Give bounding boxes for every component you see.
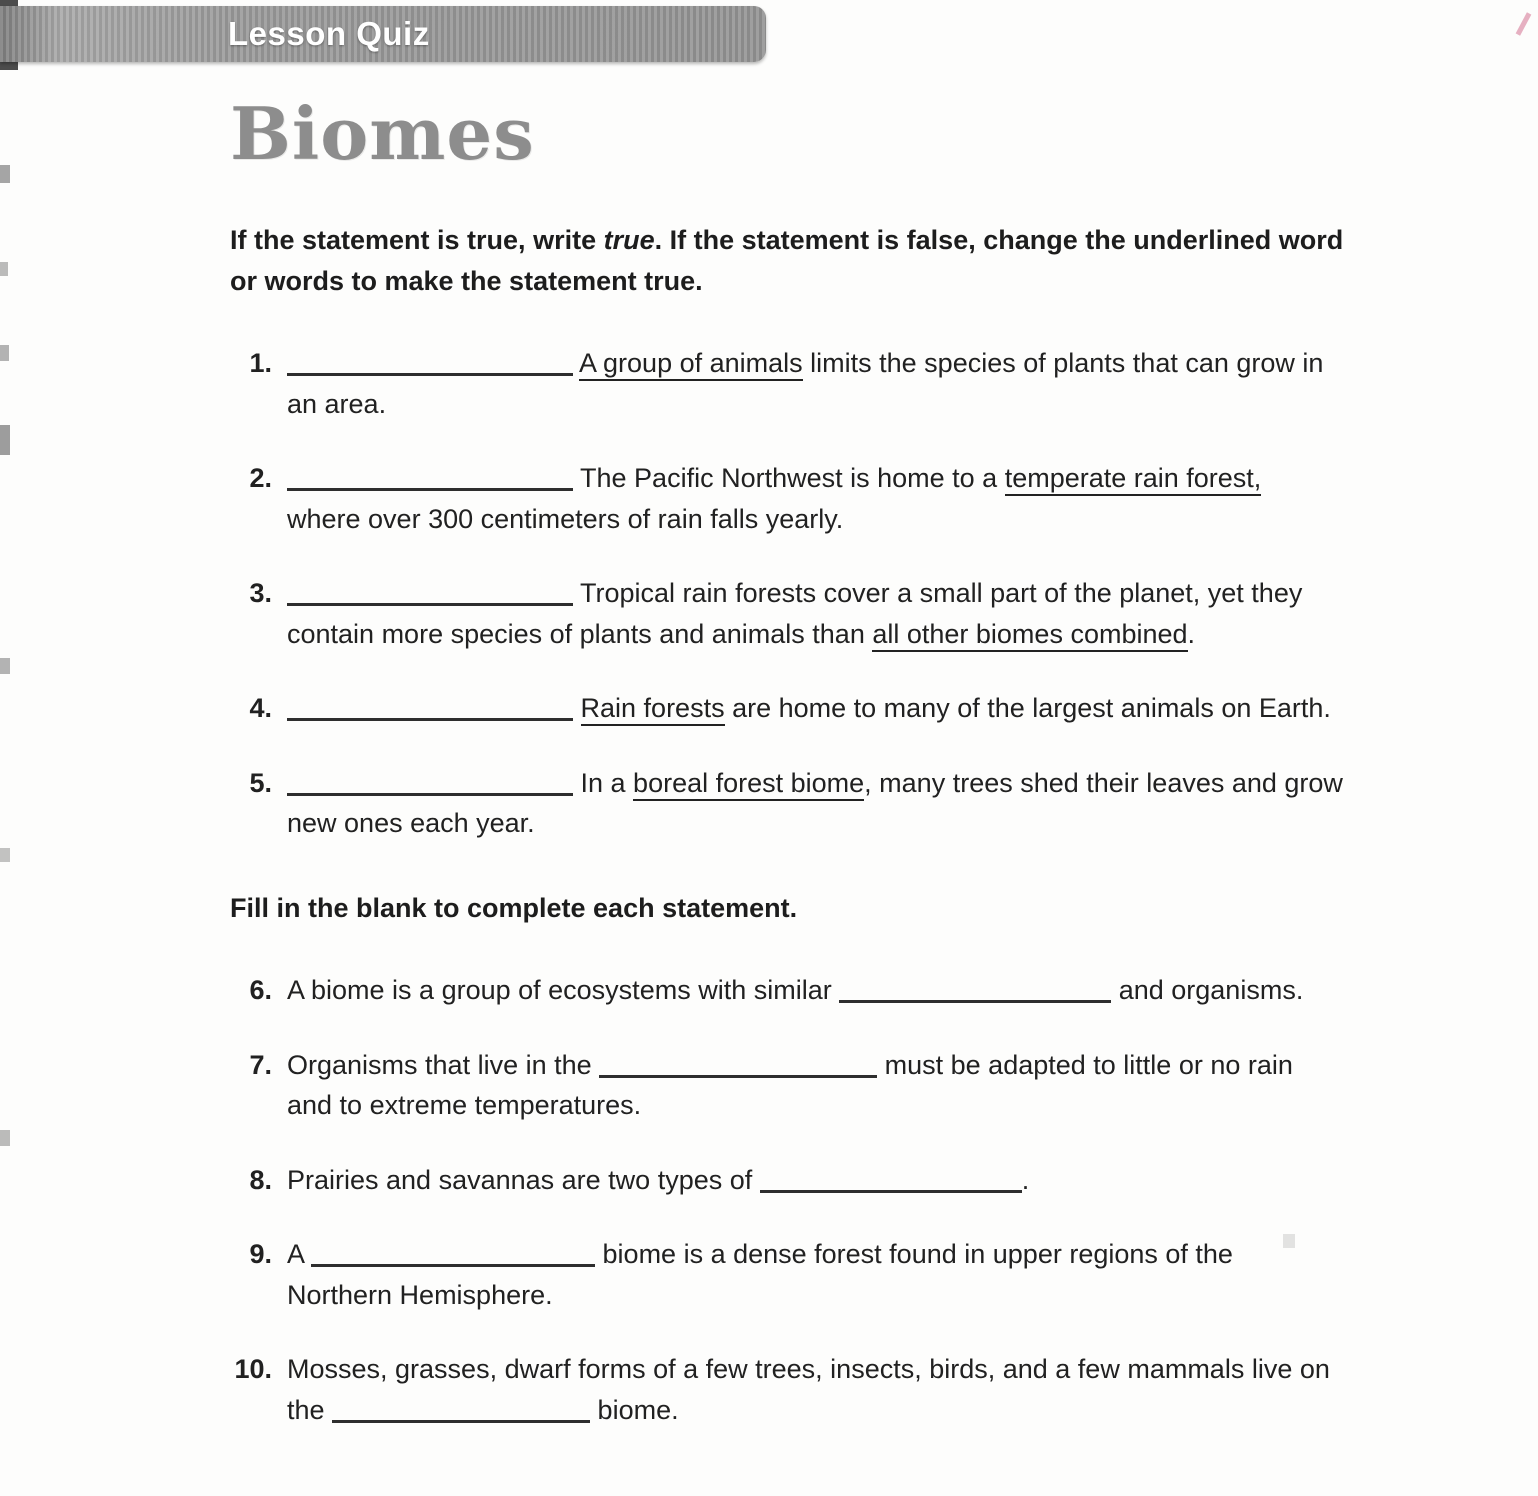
section-instructions bbox=[230, 220, 1478, 301]
question-number: 3. bbox=[249, 578, 272, 608]
question-5 bbox=[230, 763, 1478, 844]
underlined-term: temperate rain forest, bbox=[1005, 463, 1262, 496]
statement-text: and to extreme temperatures. bbox=[287, 1090, 642, 1120]
answer-blank[interactable] bbox=[287, 698, 573, 721]
answer-blank[interactable] bbox=[839, 980, 1111, 1003]
question-text bbox=[287, 970, 1447, 1011]
underlined-term: boreal forest biome bbox=[633, 768, 864, 801]
instructions-text: true bbox=[603, 225, 655, 255]
question-number: 9. bbox=[249, 1239, 272, 1269]
question-text bbox=[287, 1234, 1447, 1315]
question-list bbox=[230, 970, 1478, 1430]
underlined-term: Rain forests bbox=[581, 693, 725, 726]
question-6 bbox=[230, 970, 1478, 1011]
banner-title: Lesson Quiz bbox=[228, 15, 430, 52]
instructions-text: If the statement is true, write bbox=[230, 225, 604, 255]
statement-text: and organisms. bbox=[1111, 975, 1304, 1005]
statement-text: where over 300 centimeters of rain falls yearly. bbox=[287, 503, 844, 534]
question-text bbox=[287, 458, 1447, 539]
statement-text: Organisms that live in the bbox=[287, 1049, 600, 1080]
question-8 bbox=[230, 1160, 1478, 1201]
answer-blank[interactable] bbox=[287, 583, 573, 606]
question-number: 5. bbox=[249, 767, 272, 798]
answer-blank[interactable] bbox=[287, 773, 573, 796]
question-text bbox=[287, 1045, 1447, 1126]
question-number: 6. bbox=[249, 975, 272, 1005]
statement-text: an area. bbox=[287, 388, 387, 419]
instructions-text: . If the statement is false, change the underlined word bbox=[654, 225, 1344, 255]
statement-text: limits the species of plants that can grow in bbox=[802, 348, 1324, 378]
question-list bbox=[230, 343, 1478, 844]
statement-text: A bbox=[287, 1239, 312, 1269]
statement-text bbox=[573, 693, 581, 723]
question-text bbox=[287, 688, 1447, 729]
statement-text: The Pacific Northwest is home to a bbox=[573, 463, 1005, 493]
question-number: 2. bbox=[249, 463, 272, 493]
statement-text: . bbox=[1021, 1164, 1030, 1195]
statement-text: Northern Hemisphere. bbox=[287, 1279, 553, 1310]
question-text bbox=[287, 573, 1447, 654]
statement-text: Mosses, grasses, dwarf forms of a few trees, insects, birds, and a few mammals live on bbox=[287, 1354, 1330, 1384]
answer-blank[interactable] bbox=[287, 468, 573, 491]
statement-text: Tropical rain forests cover a small part of the planet, yet they bbox=[573, 578, 1303, 608]
statement-text: Prairies and savannas are two types of bbox=[287, 1164, 760, 1195]
statement-text: contain more species of plants and animals than bbox=[287, 618, 873, 649]
question-number: 1. bbox=[249, 348, 272, 378]
answer-blank[interactable] bbox=[311, 1244, 595, 1267]
question-2 bbox=[230, 458, 1478, 539]
statement-text: A biome is a group of ecosystems with similar bbox=[287, 975, 840, 1005]
question-text bbox=[287, 1160, 1447, 1201]
quiz-section-fill-in-the-blank bbox=[230, 888, 1478, 1431]
question-1 bbox=[230, 343, 1478, 424]
question-text bbox=[287, 763, 1447, 844]
statement-text: biome is a dense forest found in upper regions of the bbox=[595, 1239, 1233, 1269]
quiz-sections bbox=[230, 220, 1478, 1430]
statement-text: new ones each year. bbox=[287, 808, 535, 838]
answer-blank[interactable] bbox=[599, 1055, 877, 1078]
instructions-text: Fill in the blank to complete each statement. bbox=[230, 892, 798, 923]
quiz-section-true-or-false bbox=[230, 220, 1478, 844]
statement-text: biome. bbox=[590, 1394, 679, 1425]
question-3 bbox=[230, 573, 1478, 654]
statement-text: . bbox=[1187, 618, 1196, 649]
answer-blank[interactable] bbox=[287, 353, 573, 376]
question-9 bbox=[230, 1234, 1478, 1315]
question-text bbox=[287, 343, 1447, 424]
question-10 bbox=[230, 1349, 1478, 1430]
question-number: 7. bbox=[249, 1049, 272, 1080]
question-4 bbox=[230, 688, 1478, 729]
question-text bbox=[287, 1349, 1447, 1430]
answer-blank[interactable] bbox=[332, 1400, 590, 1423]
statement-text: , many trees shed their leaves and grow bbox=[864, 767, 1343, 798]
section-instructions bbox=[230, 888, 1478, 929]
statement-text: the bbox=[287, 1394, 333, 1425]
answer-blank[interactable] bbox=[760, 1170, 1022, 1193]
question-number: 10. bbox=[234, 1354, 272, 1384]
question-number: 8. bbox=[249, 1164, 272, 1195]
instructions-text: or words to make the statement true. bbox=[230, 265, 703, 296]
statement-text: must be adapted to little or no rain bbox=[877, 1049, 1293, 1080]
question-number: 4. bbox=[249, 693, 272, 723]
statement-text: In a bbox=[573, 767, 634, 798]
worksheet-title: Biomes bbox=[230, 91, 535, 176]
statement-text: are home to many of the largest animals on Earth. bbox=[724, 693, 1331, 723]
underlined-term: A group of animals bbox=[579, 348, 803, 381]
question-7 bbox=[230, 1045, 1478, 1126]
underlined-term: all other biomes combined bbox=[872, 619, 1187, 652]
